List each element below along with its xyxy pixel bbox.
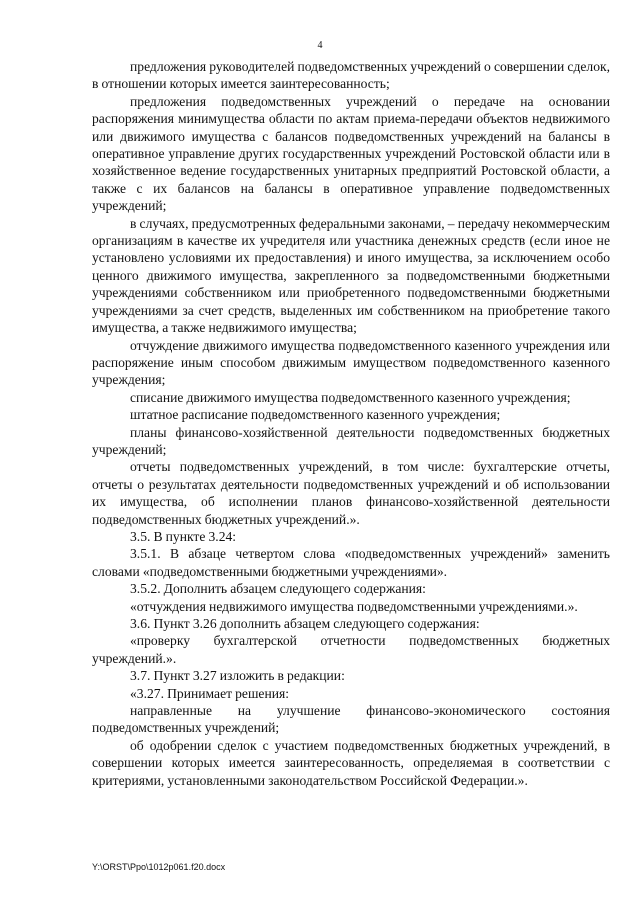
paragraph: «проверку бухгалтерской отчетности подведомственных бюджетных учреждений.». xyxy=(92,633,610,666)
paragraph: отчеты подведомственных учреждений, в том числе: бухгалтерские отчеты, отчеты о результатах деятельности подведомственных учреждений и об использовании их имущества, об исполнении планов финансово-хозяйственной деятельности подведомственных бюджетных учреждений.». xyxy=(92,459,610,527)
paragraph: направленные на улучшение финансово-экономического состояния подведомственных учреждений; xyxy=(92,703,610,736)
paragraph: в случаях, предусмотренных федеральными законами, – передачу некоммерческим организациям в качестве их учредителя или участника денежных средств (если иное не установлено условиями их предоставления) и иного имущества, за исключением особо ценного движимого имущества, закрепленного за подведомственными бюджетными учреждениями собственником или приобретенного подведомственными бюджетными учреждениями за счет средств, выделенных им собственником на приобретение такого имущества, а также недвижимого имущества; xyxy=(92,215,610,336)
paragraph: отчуждение движимого имущества подведомственного казенного учреждения или распоряжение иным способом движимым имуществом подведомственного казенного учреждения; xyxy=(92,337,610,388)
paragraph: «3.27. Принимает решения: xyxy=(130,685,290,701)
paragraph: 3.7. Пункт 3.27 изложить в редакции: xyxy=(130,668,345,684)
paragraph: штатное расписание подведомственного казенного учреждения; xyxy=(130,407,501,423)
paragraph: 3.5.1. В абзаце четвертом слова «подведомственных учреждений» заменить словами «подведомственными бюджетными учреждениями». xyxy=(92,546,610,579)
paragraph: «отчуждения недвижимого имущества подведомственными учреждениями.». xyxy=(130,598,578,614)
paragraph: предложения руководителей подведомственных учреждений о совершении сделок, в отношении которых имеется заинтересованность; xyxy=(92,59,610,92)
paragraph: 3.6. Пункт 3.26 дополнить абзацем следующего содержания: xyxy=(130,616,480,631)
paragraph: 3.5. В пункте 3.24: xyxy=(130,528,237,544)
paragraph: 3.5.2. Дополнить абзацем следующего содержания: xyxy=(130,581,426,597)
page-number: 4 xyxy=(317,40,323,51)
paragraph: планы финансово-хозяйственной деятельности подведомственных бюджетных учреждений; xyxy=(92,424,610,457)
footer-file-path: Y:\ORST\Ppo\1012p061.f20.docx xyxy=(92,862,226,872)
document-body xyxy=(92,58,610,789)
paragraph: списание движимого имущества подведомственного казенного учреждения; xyxy=(130,389,571,405)
paragraph: предложения подведомственных учреждений о передаче на основании распоряжения минимущества области по актам приема-передачи объектов недвижимого или движимого имущества с балансов подведомственных учреждений на балансы в оперативное управление других государственных учреждений Ростовской области или в хозяйственное ведение государственных унитарных предприятий Ростовской области, а также с их балансов на балансы в оперативное управление подведомственных учреждений; xyxy=(92,93,610,214)
paragraph: об одобрении сделок с участием подведомственных бюджетных учреждений, в совершении которых имеется заинтересованность, определяемая в соответствии с критериями, установленными законодательством Российской Федерации.». xyxy=(92,737,610,788)
